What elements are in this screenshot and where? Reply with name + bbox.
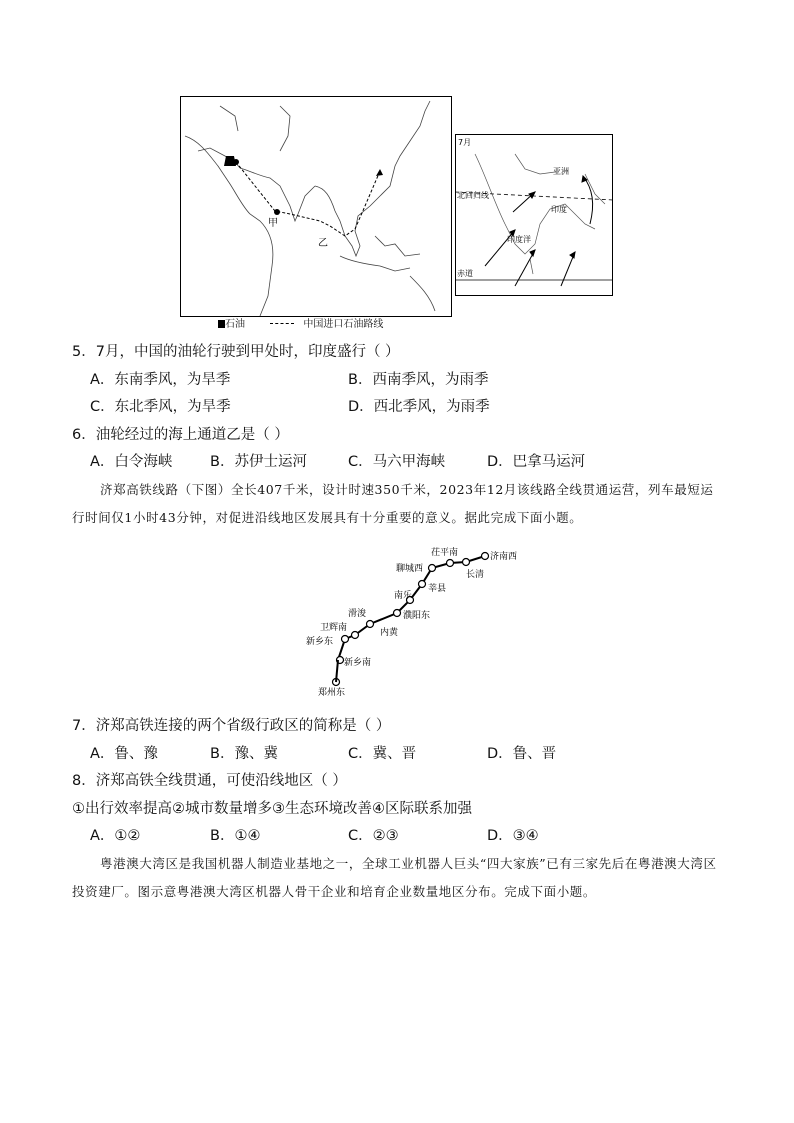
question-5-option-d[interactable]: D．西北季风，为雨季 <box>348 399 490 415</box>
inset-month: 7月 <box>458 138 472 147</box>
question-6-option-a[interactable]: A．白令海峡 <box>90 454 173 470</box>
point-jia-marker <box>274 209 280 215</box>
question-8-option-d[interactable]: D．③④ <box>487 828 539 844</box>
question-5-option-c[interactable]: C．东北季风，为旱季 <box>90 399 231 415</box>
question-8-option-b[interactable]: B．①④ <box>210 828 261 844</box>
station-label-shenxian: 莘县 <box>428 584 447 594</box>
route-legend-label: 中国进口石油路线 <box>303 319 384 330</box>
question-5-stem: 5．7月，中国的油轮行驶到甲处时，印度盛行（ ） <box>72 344 400 360</box>
inset-label-india: 印度 <box>551 205 567 214</box>
question-8-statements: ①出行效率提高②城市数量增多③生态环境改善④区际联系加强 <box>72 801 472 817</box>
station-dot-xinxiangdong <box>342 636 349 643</box>
railway-svg <box>300 542 540 702</box>
question-7-option-a[interactable]: A．鲁、豫 <box>90 746 158 762</box>
passage-gba-robots: 粤港澳大湾区是我国机器人制造业基地之一，全球工业机器人巨头“四大家族”已有三家先后在粤港澳大湾区投资建厂。图示意粤港澳大湾区机器人骨干企业和培育企业数量地区分布。完成下面小题。 <box>72 856 717 899</box>
station-label-neihuang: 内黄 <box>380 628 399 638</box>
station-label-chipingnan: 茌平南 <box>431 548 459 558</box>
station-dot-puyangdong <box>394 610 401 617</box>
label-jia: 甲 <box>268 218 278 229</box>
question-6-option-d[interactable]: D．巴拿马运河 <box>487 454 586 470</box>
question-8-stem: 8．济郑高铁全线贯通，可使沿线地区（ ） <box>72 773 347 789</box>
monsoon-inset-svg <box>455 134 613 296</box>
passage-jizheng: 济郑高铁线路（下图）全长407千米，设计时速350千米，2023年12月该线路全线贯通运营，列车最短运行时间仅1小时43分钟，对促进沿线地区发展具有十分重要的意义。据此完成下面小题。 <box>72 482 714 525</box>
station-dot-changqing <box>463 559 470 566</box>
station-dot-shenxian <box>419 581 426 588</box>
jizheng-railway-map <box>300 542 540 702</box>
question-7-stem: 7．济郑高铁连接的两个省级行政区的简称是（ ） <box>72 718 391 734</box>
question-5-option-b[interactable]: B．西南季风，为雨季 <box>348 372 489 388</box>
station-dot-liaochengxi <box>429 565 436 572</box>
question-5-option-a[interactable]: A．东南季风，为旱季 <box>90 372 231 388</box>
station-label-huajun: 滑浚 <box>348 609 367 619</box>
inset-label-indian-ocean: 印度洋 <box>507 235 531 244</box>
oil-legend-icon <box>218 320 225 328</box>
question-8-option-c[interactable]: C．②③ <box>348 828 399 844</box>
station-label-jinanxi: 济南西 <box>490 552 518 562</box>
oil-legend-label: 石油 <box>225 319 245 330</box>
station-dot-jinanxi <box>482 553 489 560</box>
station-label-zhengzhoudong: 郑州东 <box>318 688 346 698</box>
question-6-option-c[interactable]: C．马六甲海峡 <box>348 454 446 470</box>
station-label-nanle: 南乐 <box>394 591 413 601</box>
question-7-option-b[interactable]: B．豫、冀 <box>210 746 278 762</box>
oil-route-map <box>180 96 452 318</box>
station-label-xinxiangdong: 新乡东 <box>306 637 334 647</box>
question-6-option-b[interactable]: B．苏伊士运河 <box>210 454 307 470</box>
station-dot-weihuinan <box>352 632 359 639</box>
station-label-weihuinan: 卫辉南 <box>320 623 348 633</box>
question-6-stem: 6．油轮经过的海上通道乙是（ ） <box>72 427 289 443</box>
question-8-option-a[interactable]: A．①② <box>90 828 141 844</box>
inset-label-tropic: 北回归线 <box>457 191 489 200</box>
map-legend <box>218 318 383 332</box>
question-7-option-c[interactable]: C．冀、晋 <box>348 746 417 762</box>
station-label-xinxiangnan: 新乡南 <box>344 658 372 668</box>
label-yi: 乙 <box>318 238 328 249</box>
station-dot-neihuang <box>367 621 374 628</box>
inset-label-asia: 亚洲 <box>553 167 569 176</box>
route-legend-icon <box>270 323 294 324</box>
monsoon-inset-map <box>455 134 613 296</box>
oil-route-map-svg <box>180 96 452 318</box>
station-dot-chipingnan <box>447 560 454 567</box>
question-7-option-d[interactable]: D．鲁、晋 <box>487 746 557 762</box>
station-label-liaochengxi: 聊城西 <box>396 564 424 574</box>
station-label-puyangdong: 濮阳东 <box>403 611 431 621</box>
inset-label-equator: 赤道 <box>457 269 473 278</box>
station-label-changqing: 长清 <box>466 570 485 580</box>
